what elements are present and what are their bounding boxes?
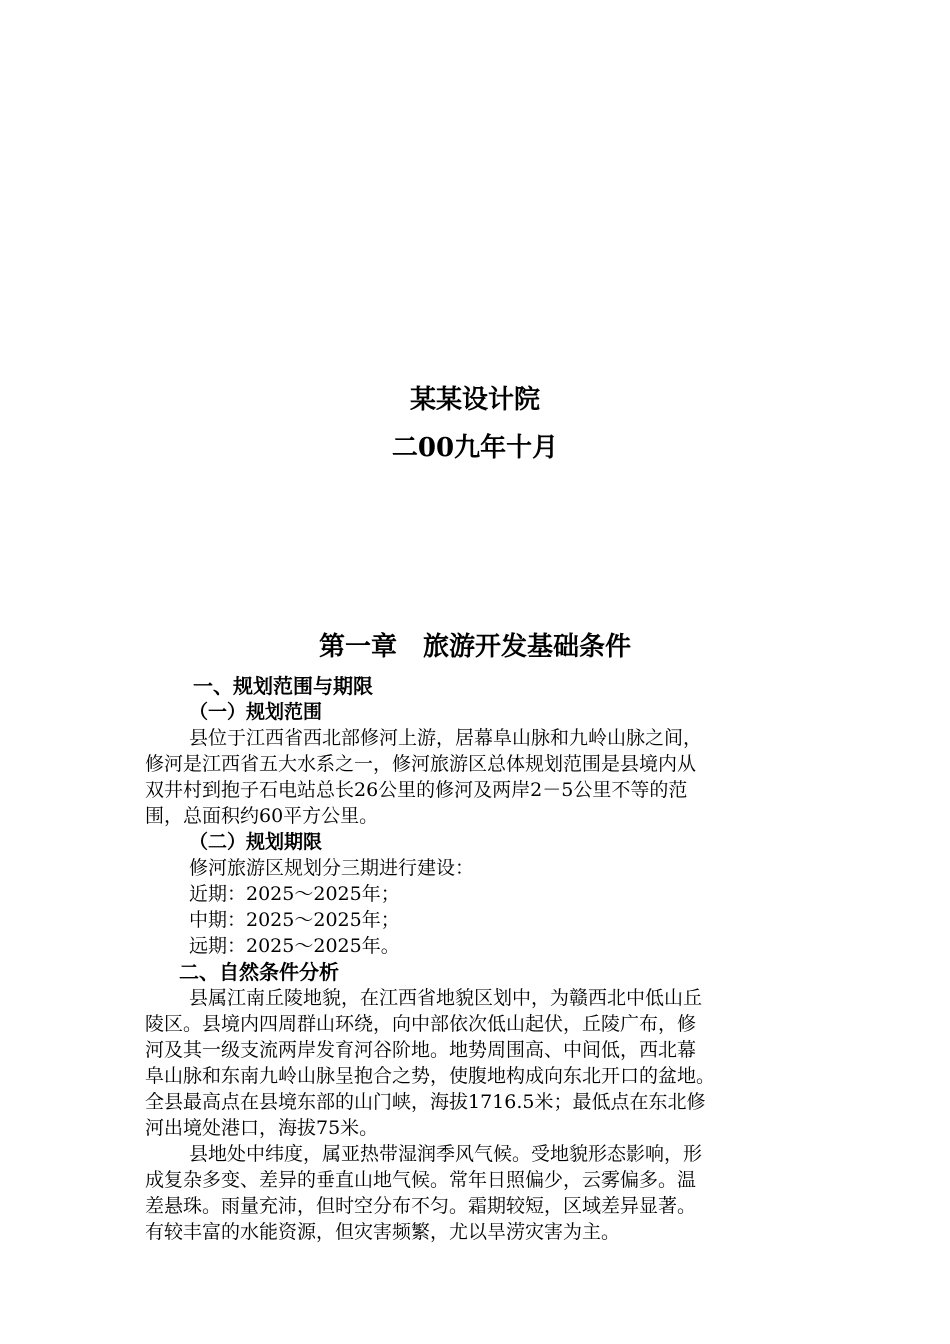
paragraph-line: 双井村到抱子石电站总长26公里的修河及两岸2－5公里不等的范 (145, 779, 688, 801)
paragraph-line: 全县最高点在县境东部的山门峡，海拔1716.5米；最低点在东北修 (145, 1091, 706, 1113)
period-intro: 修河旅游区规划分三期进行建设： (189, 857, 475, 879)
paragraph-line: 县位于江西省西北部修河上游，居幕阜山脉和九岭山脉之间， (189, 727, 703, 749)
paragraph-line: 修河是江西省五大水系之一，修河旅游区总体规划范围是县境内从 (145, 753, 697, 775)
paragraph-line: 县属江南丘陵地貌，在江西省地貌区划中，为赣西北中低山丘 (189, 987, 703, 1009)
paragraph-line: 县地处中纬度，属亚热带湿润季风气候。受地貌形态影响，形 (189, 1143, 703, 1165)
section-heading-scope-period: 一、规划范围与期限 (193, 674, 373, 698)
phase-item: 中期：2025～2025年； (189, 909, 400, 931)
document-body (145, 673, 825, 1245)
section-heading-natural-conditions: 二、自然条件分析 (179, 960, 339, 984)
subsection-heading-period: （二）规划期限 (189, 831, 323, 853)
phase-item: 远期：2025～2025年。 (189, 935, 400, 957)
paragraph-line: 陵区。县境内四周群山环绕，向中部依次低山起伏，丘陵广布，修 (145, 1013, 697, 1035)
chapter-title: 第一章 旅游开发基础条件 (318, 632, 631, 662)
phase-item: 近期：2025～2025年； (189, 883, 400, 905)
paragraph-line: 围，总面积约60平方公里。 (145, 805, 379, 827)
paragraph-line: 有较丰富的水能资源，但灾害频繁，尤以旱涝灾害为主。 (145, 1221, 621, 1243)
cover-organization: 某某设计院 (409, 385, 540, 415)
paragraph-line: 成复杂多变、差异的垂直山地气候。常年日照偏少，云雾偏多。温 (145, 1169, 697, 1191)
paragraph-line: 阜山脉和东南九岭山脉呈抱合之势，使腹地构成向东北开口的盆地。 (145, 1065, 716, 1087)
cover-date: 二00九年十月 (391, 433, 559, 463)
paragraph-line: 差悬珠。雨量充沛，但时空分布不匀。霜期较短，区域差异显著。 (145, 1195, 697, 1217)
paragraph-line: 河出境处港口，海拔75米。 (145, 1117, 379, 1139)
subsection-heading-scope: （一）规划范围 (189, 701, 323, 723)
paragraph-line: 河及其一级支流两岸发育河谷阶地。地势周围高、中间低，西北幕 (145, 1039, 697, 1061)
